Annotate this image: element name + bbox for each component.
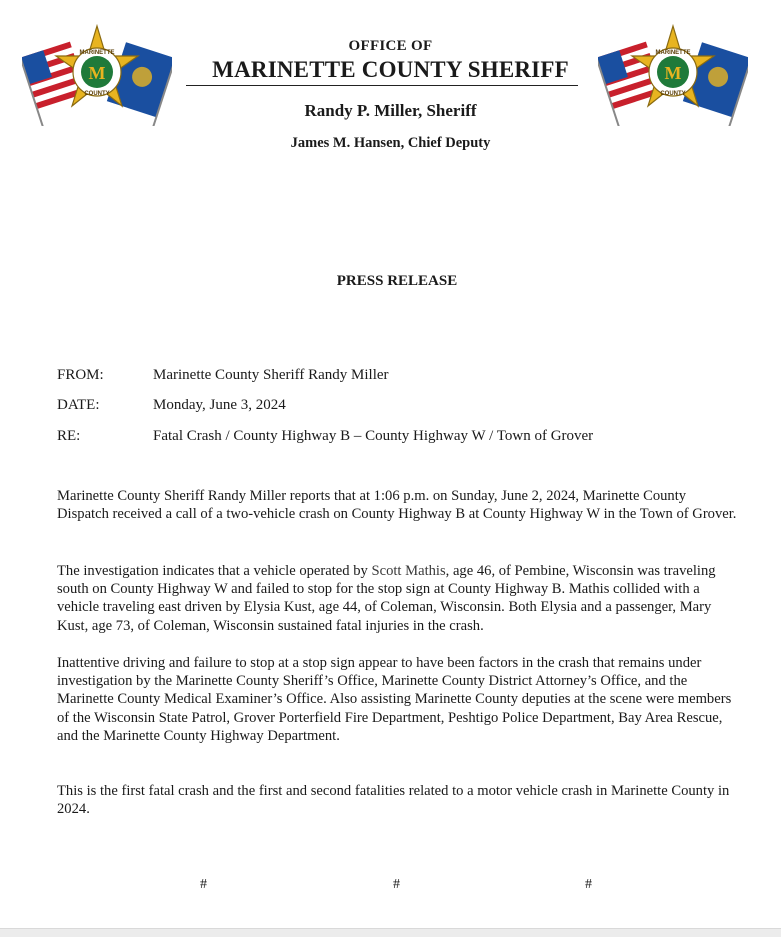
meta-date-label: DATE:	[57, 397, 100, 413]
document-title: PRESS RELEASE	[336, 273, 458, 289]
body-paragraph-2	[57, 562, 737, 635]
end-mark-1: #	[200, 877, 207, 892]
badge-text-bottom: COUNTY	[660, 91, 686, 97]
letterhead-office-of: OFFICE OF	[348, 38, 433, 54]
meta-re-value: Fatal Crash / County Highway B – County Highway W / Town of Grover	[153, 428, 594, 444]
badge-text-bottom: COUNTY	[84, 91, 110, 97]
paragraph-2-text-end: , age 46, of Pembine, Wisconsin was traveling south on County Highway W and failed to stop for the stop sign at County Highway B. Mathis collided with a vehicle traveling east driven by Elysia Kust, age 44, of Coleman, Wisconsin. Both Elysia and a passenger, Mary Kust, age 73, of Coleman, Wisconsin sustained fatal injuries in the crash.	[57, 563, 716, 634]
end-mark-2: #	[393, 877, 400, 892]
meta-from-value: Marinette County Sheriff Randy Miller	[153, 367, 389, 383]
badge-text-top: MARINETTE	[655, 50, 691, 56]
meta-date-value: Monday, June 3, 2024	[153, 397, 286, 413]
body-paragraph-3: Inattentive driving and failure to stop at a stop sign appear to have been factors in the crash that remains under investigation by the Marinette County Sheriff’s Office, Marinette County District Attorney’s Office, and the Marinette County Medical Examiner’s Office. Also assisting Marinette County deputies at the scene were members of the Wisconsin State Patrol, Grover Porterfield Fire Department, Peshtigo Police Department, Bay Area Rescue, and the Marinette County Highway Department.	[57, 655, 732, 744]
driver-name: Scott Mathis	[371, 563, 446, 579]
body-paragraph-1: Marinette County Sheriff Randy Miller reports that at 1:06 p.m. on Sunday, June 2, 2024, Marinette County Dispatch received a call of a two-vehicle crash on County Highway B at County Highway W in the Town of Grover.	[57, 488, 737, 523]
end-mark-3: #	[585, 877, 592, 892]
letterhead-chief-deputy: James M. Hansen, Chief Deputy	[290, 135, 491, 151]
letterhead-agency-name: MARINETTE COUNTY SHERIFF	[212, 57, 569, 82]
badge-text-top: MARINETTE	[79, 50, 115, 56]
paragraph-2-text-start: The investigation indicates that a vehicle operated by	[57, 563, 372, 579]
letterhead-sheriff-name: Randy P. Miller, Sheriff	[304, 101, 477, 120]
badge-letter: M	[88, 63, 106, 83]
meta-from-label: FROM:	[57, 367, 104, 383]
meta-re-label: RE:	[57, 428, 81, 444]
letterhead-divider	[186, 85, 578, 86]
badge-letter: M	[664, 63, 682, 83]
body-paragraph-4: This is the first fatal crash and the first and second fatalities related to a motor vehicle crash in Marinette County in 2024.	[57, 783, 730, 818]
